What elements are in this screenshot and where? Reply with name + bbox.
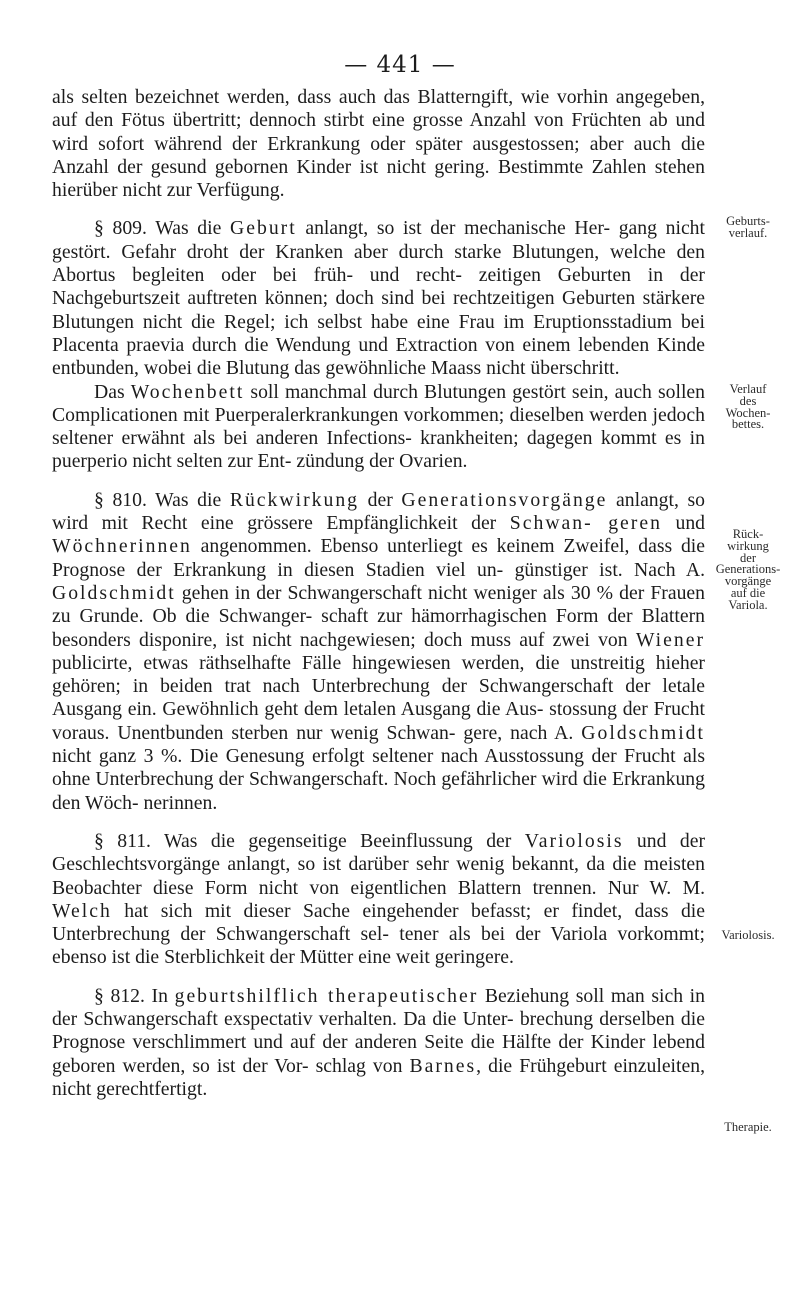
paragraph-wochenbett <box>52 381 705 474</box>
paragraph-809 <box>52 217 705 380</box>
sidenote-rueckwirkung: Rück- wirkung der Generations- vorgänge auf die Variola. <box>715 527 781 612</box>
emphasis-term: geburtshilflich therapeutischer <box>174 984 479 1007</box>
paragraph-text: § 812. In <box>94 984 175 1007</box>
paragraph-text: , die Frühgeburt einzuleiten, nicht gerechtfertigt. <box>52 1054 705 1100</box>
sidenote-variolosis: Variolosis. <box>721 928 775 942</box>
paragraph-text: als selten bezeichnet werden, dass auch das Blatterngift, wie vorhin angegeben, auf den Fötus übertritt; dennoch stirbt eine grosse Anzahl von Früchten ab und wird sofort während der Erkrankung oder später ausgestossen; aber auch die Anzahl der gesund gebornen Kinder ist nicht gering. Bestimmte Zahlen stehen hierüber nicht zur Verfügung. <box>52 86 705 202</box>
author-name: Barnes <box>409 1054 477 1077</box>
paragraph-text: anlangt, so wird mit Recht eine grössere Empfänglichkeit der <box>52 488 705 535</box>
emphasis-term: Rückwirkung <box>229 488 360 511</box>
emphasis-term: Wöchnerinnen <box>52 535 192 558</box>
body-text <box>52 86 705 1101</box>
paragraph-text: und der Geschlechtsvorgänge anlangt, so ist darüber sehr wenig bekannt, da die meisten Beobachter diese Form nicht von eigentlichen Blattern trennen. Nur W. M. <box>52 829 705 899</box>
paragraph-text: der <box>359 488 402 511</box>
paragraph-812 <box>52 985 705 1101</box>
emphasis-term: Geburt <box>230 217 297 240</box>
paragraph-810 <box>52 489 705 815</box>
emphasis-term: Wochenbett <box>130 380 245 403</box>
paragraph-text: § 810. Was die <box>94 488 230 511</box>
paragraph-continuation <box>52 86 705 202</box>
sidenote-therapie: Therapie. <box>724 1120 772 1134</box>
paragraph-text: anlangt, so ist der mechanische Her- gang nicht gestört. Gefahr droht der Kranken aber durch starke Blutungen, welche den Abortus begleiten oder bei früh- und recht- zeitigen Geburten in der Nachgeburtszeit auftreten können; doch sind bei rechtzeitigen Geburten stärkere Blutungen nicht die Regel; ich selbst habe eine Frau im Eruptionsstadium bei Placenta praevia durch die Wendung und Extraction von einem lebenden Kinde entbunden, wobei die Blutung das gewöhnliche Maass nicht überschritt. <box>52 217 705 380</box>
author-name: Wiener <box>635 628 705 651</box>
author-name: Goldschmidt <box>52 581 176 604</box>
author-name: Goldschmidt <box>581 721 705 744</box>
paragraph-text: angenommen. Ebenso unterliegt es keinem Zweifel, dass die Prognose der Erkrankung in diesen Stadien viel un- günstiger ist. Nach A. <box>52 535 705 581</box>
sidenote-wochenbett: Verlauf des Wochen- bettes. <box>725 382 771 432</box>
paragraph-text: gehen in der Schwangerschaft nicht weniger als 30 % der Frauen zu Grunde. Ob die Schwanger- schaft zur hämorrhagischen Form der Blattern besonders disponire, ist nicht nachgewiesen; doch muss auf zwei von <box>52 581 705 651</box>
author-name: Welch <box>52 899 112 922</box>
paragraph-text: soll manchmal durch Blutungen gestört sein, auch sollen Complicationen mit Puerperalerkrankungen vorkommen; dieselben werden jedoch seltener erwähnt als bei anderen Infections- krankheiten; dagegen kommt es in puerperio nicht selten zur Ent- zündung der Ovarien. <box>52 380 705 473</box>
emphasis-term: Generationsvorgänge <box>401 488 608 511</box>
paragraph-text: und <box>661 512 706 535</box>
paragraph-text: Beziehung soll man sich in der Schwangerschaft exspectativ verhalten. Da die Unter- brechung derselben die Prognose verschlimmert und auf der anderen Seite die Hälfte der Kinder lebend geboren werden, so ist der Vor- schlag von <box>52 984 705 1077</box>
emphasis-term: Schwan- geren <box>509 512 662 535</box>
sidenote-geburtsverlauf: Geburts- verlauf. <box>726 214 770 240</box>
paragraph-text: Das <box>94 380 131 403</box>
page-number: — 441 — <box>344 52 456 78</box>
paragraph-text: nicht ganz 3 %. Die Genesung erfolgt seltener nach Ausstossung der Frucht als ohne Unterbrechung der Schwangerschaft. Noch gefährlicher wird die Erkrankung den Wöch- nerinnen. <box>52 745 705 814</box>
paragraph-text: hat sich mit dieser Sache eingehender befasst; er findet, dass die Unterbrechung der Schwangerschaft sel- tener als bei der Variola vorkommt; ebenso ist die Sterblichkeit der Mütter eine weit geringere. <box>52 899 705 969</box>
paragraph-text: § 811. Was die gegenseitige Beeinflussung der <box>94 829 525 852</box>
paragraph-811 <box>52 830 705 970</box>
emphasis-term: Variolosis <box>524 829 624 852</box>
paragraph-text: publicirte, etwas räthselhafte Fälle hingewiesen werden, die unstreitig hieher gehören; in beiden trat nach Unterbrechung der Schwangerschaft der letale Ausgang ein. Gewöhnlich geht dem letalen Ausgang die Aus- stossung der Frucht voraus. Unentbunden sterben nur wenig Schwan- gere, nach A. <box>52 651 705 744</box>
paragraph-text: § 809. Was die <box>94 217 231 240</box>
